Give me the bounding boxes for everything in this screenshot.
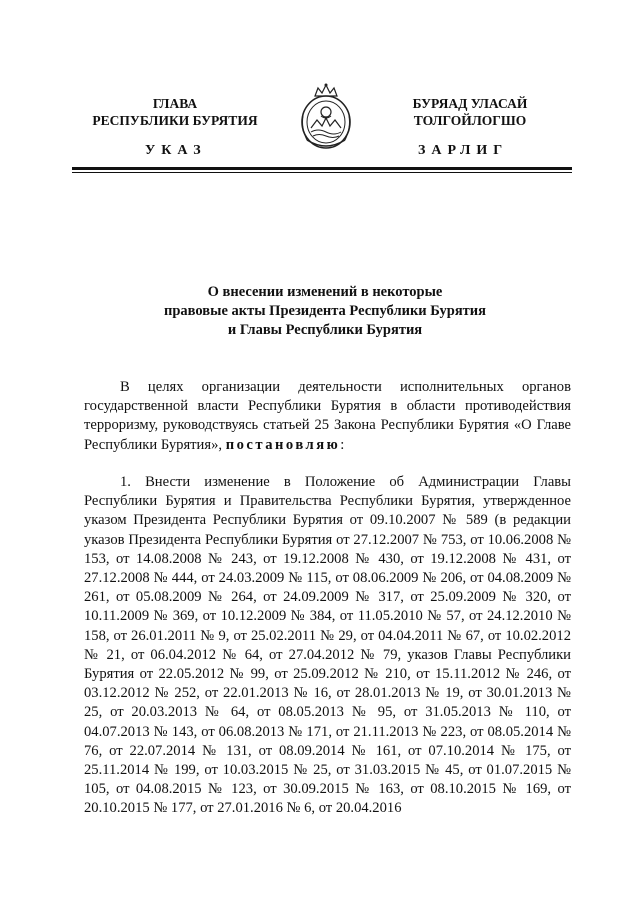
document-title <box>120 283 530 340</box>
title-line3: и Главы Республики Бурятия <box>227 322 423 338</box>
resolve-word: постановляю <box>225 436 341 453</box>
item-1-text: 1. Внести изменение в Положение об Администрации Главы Республики Бурятия и Правительства Республики Бурятия, утвержденное указом Президента Республики Бурятия от 09.10.2007 № 589 (в редакции указов Президента Республики Бурятия от 27.12.2007 № 753, от 10.06.2008 № 153, от 14.08.2008 № 243, от 19.12.2008 № 430, от 19.12.2008 № 431, от 27.12.2008 № 444, от 24.03.2009 № 115, от 08.06.2009 № 206, от 04.08.2009 № 261, от 05.08.2009 № 264, от 24.09.2009 № 317, от 25.09.2009 № 320, от 10.11.2009 № 369, от 10.12.2009 № 384, от 11.05.2010 № 57, от 24.12.2010 № 158, от 26.01.2011 № 9, от 25.02.2011 № 29, от 04.04.2011 № 67, от 10.02.2012 № 21, от 06.04.2012 № 64, от 27.04.2012 № 79, указов Главы Республики Бурятия от 22.05.2012 № 99, от 25.09.2012 № 210, от 15.11.2012 № 246, от 03.12.2012 № 252, от 22.01.2013 № 16, от 28.01.2013 № 19, от 30.01.2013 № 25, от 20.03.2013 № 64, от 08.05.2013 № 95, от 31.05.2013 № 110, от 04.07.2013 № 143, от 06.08.2013 № 171, от 21.11.2013 № 223, от 08.05.2014 № 76, от 22.07.2014 № 131, от 08.09.2014 № 161, от 07.10.2014 № 175, от 25.11.2014 № 199, от 10.03.2015 № 25, от 31.03.2015 № 45, от 01.07.2015 № 105, от 04.08.2015 № 123, от 30.09.2015 № 163, от 08.10.2015 № 169, от 20.10.2015 № 177, от 27.01.2016 № 6, от 20.04.2016 <box>84 474 571 817</box>
decree-word-bua: ЗАРЛИГ <box>418 143 509 158</box>
header-right-line1: БУРЯАД УЛАСАЙ <box>412 96 528 111</box>
header-rule-thick <box>72 167 572 170</box>
header-right-line2: ТОЛГОЙЛОГШО <box>413 113 527 128</box>
header-left-line1: ГЛАВА <box>152 96 198 111</box>
header-left-block <box>80 95 270 129</box>
coat-of-arms-icon <box>297 82 355 154</box>
title-line2: правовые акты Президента Республики Бурятия <box>164 303 486 319</box>
header-right-block <box>380 95 560 129</box>
preamble-paragraph <box>84 378 571 455</box>
decree-word-ru: УКАЗ <box>145 143 207 158</box>
item-1-paragraph <box>84 473 571 819</box>
header-rule-thin <box>72 172 572 173</box>
preamble-text: В целях организации деятельности исполнительных органов государственной власти Республики Бурятия в области противодействия терроризму, руководствуясь статьей 25 Закона Республики Бурятия «О Главе Республики Бурятия», <box>84 379 571 453</box>
resolve-colon: : <box>340 436 345 453</box>
header-left-line2: РЕСПУБЛИКИ БУРЯТИЯ <box>92 113 258 128</box>
title-line1: О внесении изменений в некоторые <box>207 284 443 300</box>
